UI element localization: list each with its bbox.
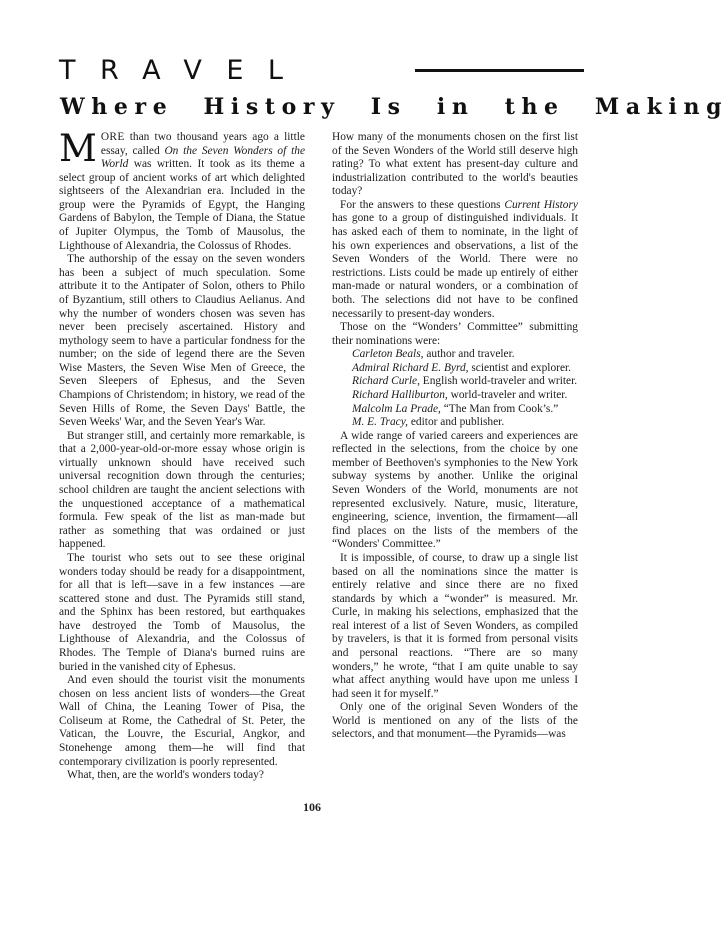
text-run: For the answers to these questions xyxy=(340,198,505,211)
section-rule xyxy=(415,69,584,72)
paragraph xyxy=(332,199,578,321)
nominee-name: Admiral Richard E. Byrd, xyxy=(352,361,469,374)
nominee-desc: world-traveler and writer. xyxy=(447,388,568,401)
nominee-desc: English world-traveler and writer. xyxy=(419,375,578,388)
nominee-entry xyxy=(332,348,578,362)
paragraph: It is impossible, of course, to draw up a single list based on all the nominations since the matter is entirely relative and since there are no fixed standards by which a “wonder” is measured. Mr. Curle, in making his selections, emphasized that the real interest of a list of Seven Wonders, as compiled by travelers, is that it is formed from personal visits and personal reactions. “There are so many wonders,” he wrote, “that I am quite unable to say what affect anything would have upon me unless I had seen it for myself.” xyxy=(332,551,578,700)
nominee-desc: editor and publisher. xyxy=(408,416,505,429)
paragraph: And even should the tourist visit the monuments chosen on less ancient lists of wonders—the Great Wall of China, the Leaning Tower of Pisa, the Coliseum at Rome, the Cathedral of St. Peter, the Vatican, the Louvre, the Escurial, Angkor, and Stonehenge among them—he will find that contemporary civilization is poorly represented. xyxy=(59,674,305,768)
left-column xyxy=(59,127,305,783)
section-title: TRAVEL xyxy=(59,55,308,86)
nominee-name: Richard Curle, xyxy=(352,375,420,388)
paragraph xyxy=(59,127,305,253)
nominee-entry xyxy=(332,362,578,376)
section-header xyxy=(59,56,584,86)
nominee-entry xyxy=(332,416,578,430)
nominee-entry xyxy=(332,389,578,403)
drop-cap: M xyxy=(59,127,97,170)
text-run: was written. It took as its theme a select group of ancient works of art which delighted sightseers of the Alexandrian era. Included in the group were the Pyramids of Egypt, the Hanging Gardens of Babylon, the Temple of Diana, the Statue of Jupiter Olympus, the Tomb of Mausolus, the Lighthouse of Alexandria, the Colossus of Rhodes. xyxy=(59,158,305,252)
nominee-desc: “The Man from Cook’s.” xyxy=(440,402,559,415)
right-column xyxy=(332,131,578,742)
nominee-desc: author and traveler. xyxy=(423,348,515,361)
nominee-name: Malcolm La Prade, xyxy=(352,402,441,415)
article-headline: Where History Is in the Making xyxy=(60,94,728,120)
text-run: has gone to a group of distinguished individuals. It has asked each of them to nominate, in the light of his own experiences and observations, a list of the Seven Wonders of the World. There were no restrictions. Lists could be made up entirely of either man-made or natural wonders, or a combination of both. The selections did not have to be confined necessarily to present-day wonders. xyxy=(332,212,578,320)
paragraph: Only one of the original Seven Wonders of the World is mentioned on any of the lists of the selectors, and that monument—the Pyramids—was xyxy=(332,701,578,741)
paragraph: But stranger still, and certainly more remarkable, is that a 2,000-year-old-or-more essay whose origin is virtually unknown should have received such universal recognition down through the centuries; school children are taught the ancient selections with the unquestioned acceptance of a mathematical formula. Few speak of the list as man-made but rather as something that was ordained or just happened. xyxy=(59,429,305,551)
essay-title: On the Seven Wonders of the World xyxy=(100,144,305,171)
text-run: than two thousand years ago a little essay, called xyxy=(100,131,305,157)
nominee-name: M. E. Tracy, xyxy=(352,416,409,429)
magazine-title: Current History xyxy=(504,198,578,211)
nominee-desc: scientist and explorer. xyxy=(468,361,572,374)
paragraph: The authorship of the essay on the seven wonders has been a subject of much speculation. Some attribute it to the Antipater of Solon, others to Philo of Byzantium, still others to Claudius Aelianus. And why the number of wonders chosen was seven has never been precisely ascertained. History and mythology seem to have a particular fondness for the number; on the side of legend there are the Seven Wise Masters, the Seven Wise Men of Greece, the Seven Sleepers of Ephesus, and the Seven Champions of Christendom; in history, we read of the Seven Hills of Rome, the Seven Days' Battle, the Seven Weeks' War, and the Seven Year's War. xyxy=(59,253,305,429)
paragraph: The tourist who sets out to see these original wonders today should be ready for a disappointment, for all that is left—save in a few instances —are scattered stone and dust. The Pyramids still stand, and the Sphinx has been restored, but earthquakes have destroyed the Tomb of Mausolus, the Lighthouse of Alexandria, and the Colossus of Rhodes. The Temple of Diana's burned ruins are buried in the vanished city of Ephesus. xyxy=(59,551,305,673)
nominee-entry xyxy=(332,403,578,417)
nominee-name: Richard Halliburton, xyxy=(352,388,448,401)
lead-in: ORE xyxy=(100,131,125,143)
paragraph: Those on the “Wonders’ Committee” submitting their nominations were: xyxy=(332,321,578,347)
paragraph: What, then, are the world's wonders today? xyxy=(67,769,264,782)
paragraph: A wide range of varied careers and experiences are reflected in the selections, from the choice by one member of Beethoven's symphonies to the New York subway systems by another. Unlike the original Seven Wonders of the World, monuments are not represented exclusively. Nature, music, literature, engineering, science, invention, the firmament—all find places on the lists of the members of the “Wonders' Committee.” xyxy=(332,429,578,551)
nominee-name: Carleton Beals, xyxy=(352,348,424,361)
page-number: 106 xyxy=(303,800,321,814)
paragraph: How many of the monuments chosen on the first list of the Seven Wonders of the World still deserve high rating? To what extent has present-day culture and industrialization contributed to the world's beauties today? xyxy=(332,131,578,198)
nominee-entry xyxy=(332,375,578,389)
